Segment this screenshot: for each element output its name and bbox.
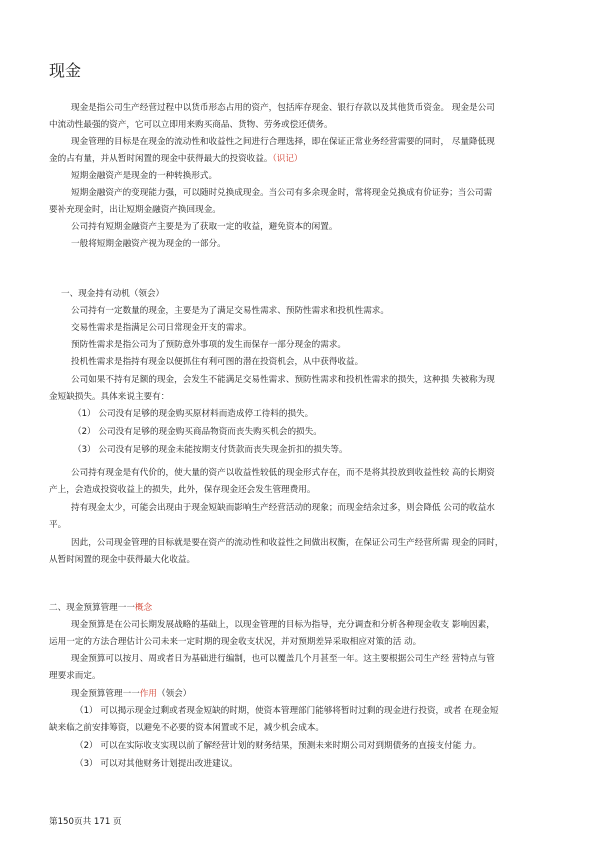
page-title: 现金 <box>49 61 82 80</box>
section1-line-5: 金短缺损失。具体来说主要有： <box>49 392 170 402</box>
section2-line-0: 现金预算是在公司长期发展战略的基础上，以现金管理的目标为指导，充分调查和分析各种现金收支 影响因素， <box>71 620 495 630</box>
section1-tail-5: 从暂时闲置的现金中获得最大化收益。 <box>49 555 196 565</box>
section1-item-2: （3） 公司没有足够的现金未能按期支付货款而丧失现金折扣的损失等。 <box>73 445 348 455</box>
intro-line-6: 要补充现金时，出让短期金融资产换回现金。 <box>49 205 221 215</box>
section1-tail-3: 平。 <box>49 520 67 530</box>
section2-item-2: （3） 可以对其他财务计划提出改进建议。 <box>75 759 238 769</box>
intro-line-5: 短期金融资产的变现能力强，可以随时兑换成现金。当公司有多余现金时，常将现金兑换成有价证券；当公司需 <box>71 188 493 198</box>
intro-line-3: 金的占有量，并从暂时闲置的现金中获得最大的投资收益。（识记） <box>49 154 303 164</box>
section1-item-1: （2） 公司没有足够的现金购买商品物资而丧失购买机会的损失。 <box>73 427 322 437</box>
section2-line-3: 理要求而定。 <box>49 671 101 681</box>
intro-line-1: 中流动性最强的资产，它可以立即用来购买商品、货物、劳务或偿还债务。 <box>49 120 333 130</box>
section1-tail-2: 持有现金太少，可能会出现由于现金短缺而影响生产经营活动的现象；而现金结余过多，则会降低 公司的收益水 <box>71 503 495 513</box>
intro-note: （识记） <box>272 154 303 164</box>
section2-line-1: 运用一定的方法合理估计公司未来一定时期的现金收支状况，并对预期差异采取相应对策的活 动。 <box>49 637 422 647</box>
section2-item-0-cont: 缺来临之前安排筹资，以避免不必要的资本闲置或不足，减少机会成本。 <box>49 723 325 733</box>
section1-heading: 一、现金持有动机（领会） <box>61 289 165 299</box>
section2-line-2: 现金预算可以按月、周或者日为基础进行编制，也可以覆盖几个月甚至一年。这主要根据公司生产经 营特点与管 <box>71 654 495 664</box>
intro-line-2: 现金管理的目标是在现金的流动性和收益性之间进行合理选择，即在保证正常业务经营需要的同时， 尽量降低现 <box>71 137 495 147</box>
intro-line-4: 短期金融资产是现金的一种转换形式。 <box>71 171 218 181</box>
section1-tail-0: 公司持有现金是有代价的，使大量的资产以收益性较低的现金形式存在，而不是将其投放到收益性较 高的长期资 <box>71 468 495 478</box>
section2-heading: 二、现金预算管理一一概念 <box>49 603 153 613</box>
section2-heading-concept: 概念 <box>134 603 153 613</box>
section1-line-4: 公司如果不持有足额的现金，会发生不能满足交易性需求、预防性需求和投机性需求的损失，这种损 失被称为现 <box>71 375 495 385</box>
section2-item-1: （2） 可以在实际收支实现以前了解经营计划的财务结果，预测未来时期公司对到期债务的直接支付能 力。 <box>75 741 482 751</box>
section2-subheading-role: 作用 <box>139 689 157 699</box>
section1-line-0: 公司持有一定数量的现金，主要是为了满足交易性需求、预防性需求和投机性需求。 <box>71 306 389 316</box>
section2-item-0: （1） 可以揭示现金过剩或者现金短缺的时期，使资本管理部门能够将暂时过剩的现金进行投资，或者 在现金短 <box>75 706 499 716</box>
section1-line-2: 预防性需求是指公司为了预防意外事项的发生而保存一部分现金的需求。 <box>71 340 347 350</box>
section1-item-0: （1） 公司没有足够的现金购买原材料而造成停工待料的损失。 <box>73 409 314 419</box>
section1-tail-4: 因此，公司现金管理的目标就是要在资产的流动性和收益性之间做出权衡，在保证公司生产经营所需 现金的同时， <box>71 538 504 548</box>
intro-line-0: 现金是指公司生产经营过程中以货币形态占用的资产，包括库存现金、银行存款以及其他货币资金。 现金是公司 <box>71 103 495 113</box>
section2-subheading: 现金预算管理一一作用（领会） <box>71 689 192 699</box>
section1-tail-1: 产上，会造成投资收益上的损失，此外，保存现金还会发生管理费用。 <box>49 485 316 495</box>
intro-line-8: 一般将短期金融资产视为现金的一部分。 <box>71 239 226 249</box>
intro-line-7: 公司持有短期金融资产主要是为了获取一定的收益，避免资本的闲置。 <box>71 222 338 232</box>
page-footer: 第150页共 171 页 <box>49 817 122 827</box>
section1-line-1: 交易性需求是指满足公司日常现金开支的需求。 <box>71 323 252 333</box>
section1-line-3: 投机性需求是指持有现金以便抓住有利可图的潜在投资机会，从中获得收益。 <box>71 357 364 367</box>
